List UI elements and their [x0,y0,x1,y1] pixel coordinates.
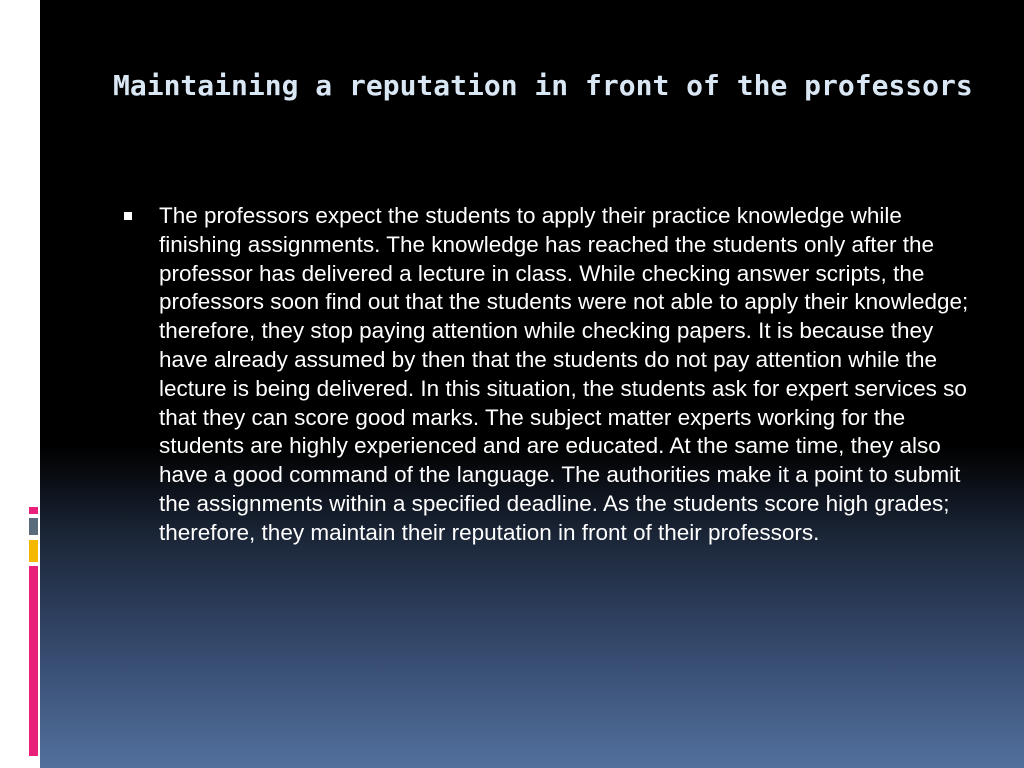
accent-bar-yellow-1 [29,540,38,562]
slide-canvas [40,0,1024,768]
bullet-item [120,202,980,548]
slide-body [120,202,980,548]
accent-bar-magenta-1 [29,507,38,514]
square-bullet-icon [124,212,132,220]
slide-left-margin [0,0,40,768]
slide-title: Maintaining a reputation in front of the professors [113,69,973,102]
accent-bar-grey-1 [29,518,38,535]
accent-bar-magenta-2 [29,566,38,756]
accent-bar-white-1 [29,0,40,496]
bullet-text: The professors expect the students to apply their practice knowledge while finishing assignments. The knowledge has reached the students only after the professor has delivered a lecture in class. While checking answer scripts, the professors soon find out that the students were not able to apply their knowledge; therefore, they stop paying attention while checking papers. It is because they have already assumed by then that the students do not pay attention while the lecture is being delivered. In this situation, the students ask for expert services so that they can score good marks. The subject matter experts working for the students are highly experienced and are educated. At the same time, they also have a good command of the language. The authorities make it a point to submit the assignments within a specified deadline. As the students score high grades; therefore, they maintain their reputation in front of their professors. [159,203,969,545]
decorative-accent-bars [0,0,40,768]
